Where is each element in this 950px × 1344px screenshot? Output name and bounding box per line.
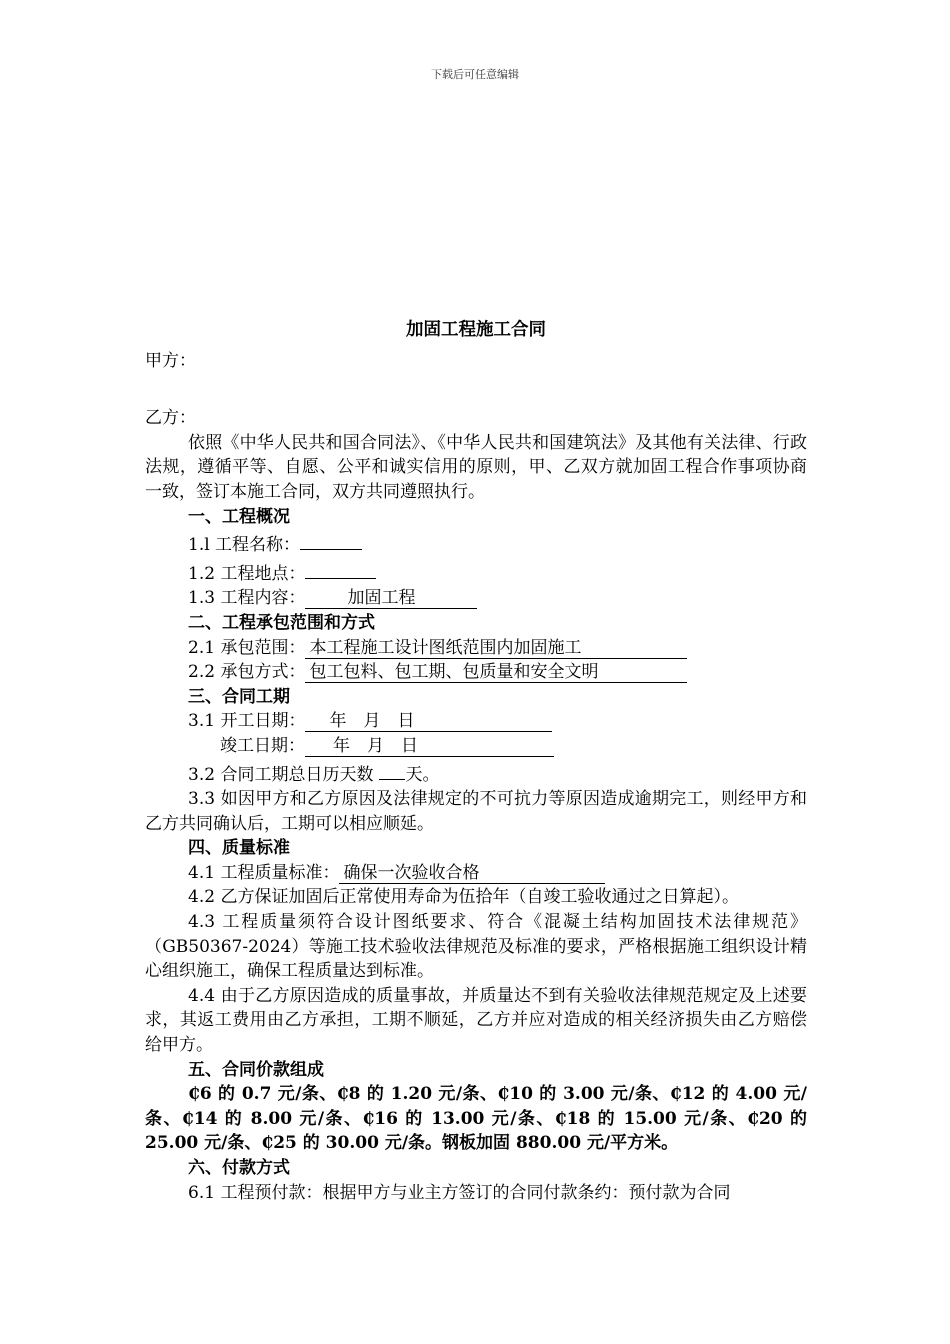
project-content-label: 1.3 工程内容： xyxy=(188,588,306,609)
end-date-field xyxy=(305,736,554,757)
method-label: 2.2 承包方式： xyxy=(188,662,306,683)
scope-value: 本工程施工设计图纸范围内加固施工 xyxy=(309,637,582,658)
scope-label: 2.1 承包范围： xyxy=(188,637,306,658)
quality-standard-label: 4.1 工程质量标准： xyxy=(188,862,340,883)
project-content-row xyxy=(145,586,807,611)
project-content-value: 加固工程 xyxy=(347,588,416,609)
service-life-clause: 4.2 乙方保证加固后正常使用寿命为伍拾年（自竣工验收通过之日算起）。 xyxy=(188,887,739,908)
intro-paragraph: 依照《中华人民共和国合同法》、《中华人民共和国建筑法》及其他有关法律、行政法规，遵循平等、自愿、公平和诚实信用的原则，甲、乙双方就加固工程合作事项协商一致，签订本施工合同，双方共同遵照执行。 xyxy=(145,432,807,502)
project-name-blank xyxy=(300,529,362,550)
start-date-value: 年 月 日 xyxy=(329,711,415,732)
start-date-label: 3.1 开工日期： xyxy=(188,711,306,732)
advance-payment-clause: 6.1 工程预付款：根据甲方与业主方签订的合同付款条约：预付款为合同 xyxy=(188,1182,731,1203)
quality-compliance-clause: 4.3 工程质量须符合设计图纸要求、符合《混凝土结构加固技术法律规范》（GB50367-2024）等施工技术验收法律规范及标准的要求，严格根据施工组织设计精心组织施工，确保工程质量达到标准。 xyxy=(145,912,807,982)
end-date-value: 年 月 日 xyxy=(333,735,418,756)
scope-field xyxy=(305,638,687,659)
project-location-blank xyxy=(305,558,376,579)
price-list: ₵6 的 0.7 元/条、₵8 的 1.20 元/条、₵10 的 3.00 元/条、₵12 的 4.00 元/条、₵14 的 8.00 元/条、₵16 的 13.00 元/条、₵18 的 15.00 元/条、₵20 的 25.00 元/条、₵25 的 30.00 元/条。钢板加固 880.00 元/平方米。 xyxy=(145,1084,807,1154)
contract-document xyxy=(145,318,807,1205)
section-2-heading: 二、工程承包范围和方式 xyxy=(188,612,375,633)
total-days-unit: 天。 xyxy=(405,764,440,785)
project-content-field xyxy=(305,588,477,609)
contract-title: 加固工程施工合同 xyxy=(406,320,546,340)
section-6-heading: 六、付款方式 xyxy=(188,1158,290,1178)
project-name-label: 1.l 工程名称： xyxy=(188,535,301,556)
section-5-heading: 五、合同价款组成 xyxy=(188,1059,324,1080)
section-3-heading: 三、合同工期 xyxy=(188,686,290,707)
project-location-row xyxy=(145,558,807,587)
project-name-row xyxy=(145,529,807,558)
quality-accident-clause: 4.4 由于乙方原因造成的质量事故，并质量达不到有关验收法律规范规定及上述要求，其返工费用由乙方承担，工期不顺延，乙方并应对造成的相关经济损失由乙方赔偿给甲方。 xyxy=(145,985,807,1056)
section-4-heading: 四、质量标准 xyxy=(188,838,290,859)
start-date-row xyxy=(145,709,807,734)
delay-clause: 3.3 如因甲方和乙方原因及法律规定的不可抗力等原因造成逾期完工，则经甲方和乙方共同确认后，工期可以相应顺延。 xyxy=(145,789,807,834)
header-note: 下载后可任意编辑 xyxy=(431,68,519,81)
method-field xyxy=(305,662,687,683)
start-date-field xyxy=(305,711,552,732)
total-days-blank xyxy=(379,759,405,780)
end-date-label: 竣工日期： xyxy=(220,735,305,756)
quality-standard-row xyxy=(145,861,807,886)
total-days-label: 3.2 合同工期总日历天数 xyxy=(188,764,374,785)
project-location-label: 1.2 工程地点： xyxy=(188,563,306,584)
method-row xyxy=(145,660,807,685)
total-days-row xyxy=(145,759,807,788)
quality-standard-field xyxy=(339,863,605,884)
party-b-label: 乙方： xyxy=(145,408,196,429)
quality-standard-value: 确保一次验收合格 xyxy=(343,862,480,883)
section-1-heading: 一、工程概况 xyxy=(188,506,290,527)
scope-row xyxy=(145,636,807,661)
method-value: 包工包料、包工期、包质量和安全文明 xyxy=(309,662,599,683)
party-a-space xyxy=(145,373,807,406)
end-date-row xyxy=(145,734,807,759)
party-a-label: 甲方： xyxy=(145,350,196,371)
